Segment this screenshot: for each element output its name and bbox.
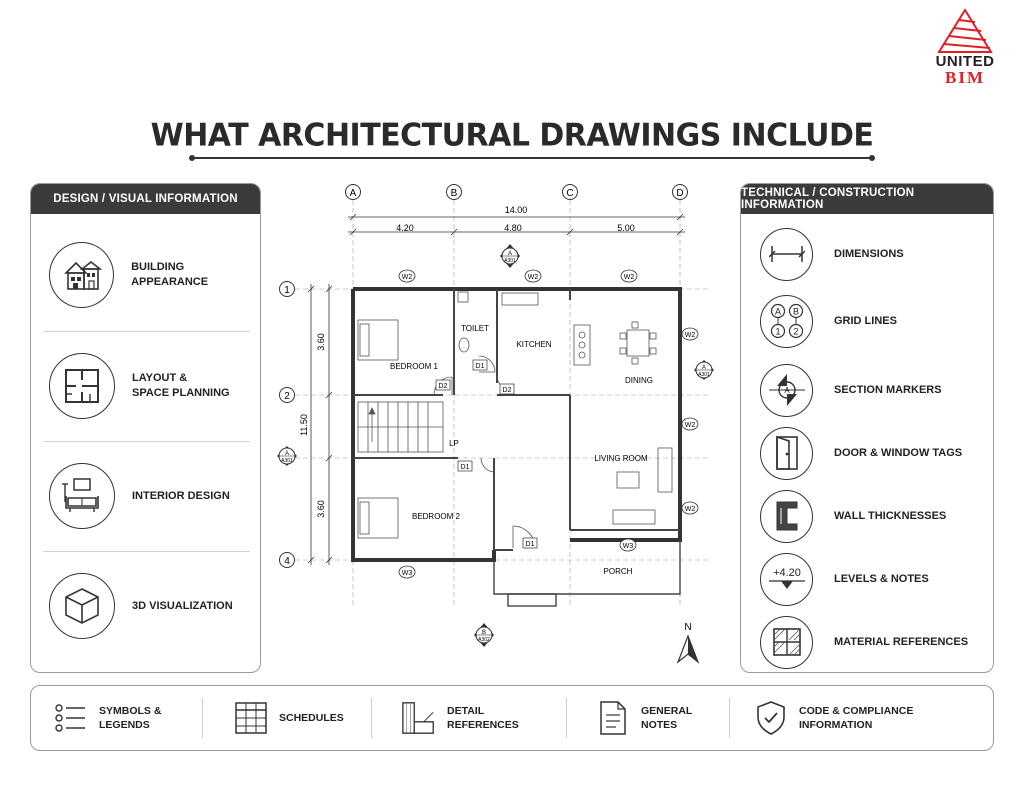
level-icon [760, 553, 813, 606]
logo-text-bim: BIM [945, 68, 985, 87]
room-label-living-room: LIVING ROOM [594, 454, 648, 463]
symbols-legends-label: SYMBOLS & LEGENDS [99, 705, 162, 731]
house-icon [49, 242, 114, 308]
window-tag: W2 [527, 274, 539, 281]
grid-bubble-b: B [792, 306, 799, 317]
sofa-icon [49, 463, 115, 529]
north-arrow-icon [678, 622, 698, 662]
code-compliance-item [753, 686, 913, 750]
separator [729, 698, 730, 738]
window-tag: W3 [401, 570, 413, 577]
section-marker-letter: A [783, 386, 790, 395]
section-marker-bottom [474, 623, 494, 647]
section-sheet: A302 [478, 637, 490, 643]
levels-notes-label: LEVELS & NOTES [834, 573, 929, 585]
wall-thicknesses-item [741, 485, 994, 547]
room-label-porch: PORCH [603, 567, 633, 576]
bay-depth-bottom: 3.60 [316, 500, 326, 518]
3d-visualization-label: 3D VISUALIZATION [132, 599, 233, 612]
building-appearance-item [31, 220, 261, 330]
building-appearance-label: BUILDING APPEARANCE [131, 261, 209, 288]
separator [202, 698, 203, 738]
porch-outline [494, 540, 680, 606]
section-letter: A [284, 451, 290, 457]
detail-references-item [401, 686, 519, 750]
section-markers-item [741, 359, 994, 421]
grid-label-d: D [676, 188, 684, 199]
material-references-label: MATERIAL REFERENCES [834, 636, 969, 648]
furniture [358, 292, 672, 538]
separator [371, 698, 372, 738]
grid-label-4: 4 [284, 556, 290, 567]
window-tag: W2 [684, 332, 696, 339]
section-letter: A [701, 365, 707, 371]
grid-lines-item [741, 290, 994, 352]
floor-plan-icon [49, 353, 115, 419]
section-marker-top [500, 244, 520, 268]
section-marker-icon [760, 364, 813, 417]
section-letter: B [481, 630, 487, 636]
schedules-item [233, 686, 344, 750]
code-compliance-label: CODE & COMPLIANCE INFORMATION [799, 705, 914, 731]
floor-plan-drawing [268, 180, 728, 670]
schedules-label: SCHEDULES [279, 712, 344, 724]
stair [358, 402, 443, 452]
dimension-icon [760, 228, 813, 281]
section-sheet: A301 [281, 458, 293, 464]
grid-bubbles-icon [760, 295, 813, 348]
room-label-dining: DINING [625, 376, 653, 385]
section-marker-right [694, 360, 714, 380]
symbols-legends-item [53, 686, 161, 750]
levels-notes-item [741, 548, 994, 610]
shield-check-icon [753, 700, 789, 736]
grid-bubble-2: 2 [792, 326, 799, 337]
table-icon [233, 700, 269, 736]
landing-label: LP [449, 439, 459, 448]
technical-construction-panel [740, 183, 994, 673]
wall-thicknesses-label: WALL THICKNESSES [834, 510, 947, 522]
layout-space-planning-item [31, 331, 261, 441]
material-references-item [741, 611, 994, 673]
grid-bubble-1: 1 [774, 326, 781, 337]
grid-lines-label: GRID LINES [834, 315, 897, 327]
grid-bubble-a: A [774, 306, 781, 317]
north-label: N [684, 622, 692, 633]
bay-depth-top: 3.60 [316, 333, 326, 351]
door-tag: D2 [502, 387, 512, 394]
section-sheet: A301 [698, 372, 710, 378]
section-letter: A [507, 251, 513, 257]
separator [566, 698, 567, 738]
united-bim-logo [920, 8, 1010, 98]
window-tag: W2 [623, 274, 635, 281]
window-tag: W3 [622, 543, 634, 550]
technical-construction-heading: TECHNICAL / CONSTRUCTION INFORMATION [741, 184, 993, 214]
interior-walls [353, 289, 680, 550]
room-label-bedroom-2: BEDROOM 2 [411, 512, 461, 521]
window-tag: W2 [401, 274, 413, 281]
bay-width-ab: 4.20 [396, 223, 414, 233]
door-tag: D1 [525, 541, 535, 548]
room-label-toilet: TOILET [461, 324, 489, 333]
grid-label-b: B [450, 188, 458, 199]
grid-label-1: 1 [284, 285, 290, 296]
room-label-kitchen: KITCHEN [516, 340, 552, 349]
page-title: WHAT ARCHITECTURAL DRAWINGS INCLUDE [150, 117, 874, 154]
room-label-bedroom-1: BEDROOM 1 [389, 362, 439, 371]
material-hatch-icon [760, 616, 813, 669]
grid-label-a: A [349, 188, 357, 199]
grid-column-bubbles [346, 185, 688, 200]
door-window-tags-label: DOOR & WINDOW TAGS [834, 447, 963, 459]
bay-width-bc: 4.80 [504, 223, 522, 233]
grid-label-2: 2 [284, 391, 290, 402]
section-sheet: A301 [504, 258, 516, 264]
section-marker-left [277, 446, 297, 466]
design-visual-panel [30, 183, 261, 673]
door-tag: D1 [460, 464, 470, 471]
grid-row-bubbles [280, 282, 295, 568]
window-tags [399, 270, 698, 578]
left-dimension-lines [308, 284, 332, 565]
general-notes-item [595, 686, 692, 750]
interior-design-item [31, 441, 261, 551]
level-value: +4.20 [772, 567, 801, 579]
overall-width-dimension: 14.00 [504, 205, 528, 215]
interior-design-label: INTERIOR DESIGN [132, 489, 230, 502]
document-icon [595, 700, 631, 736]
detail-references-label: DETAIL REFERENCES [447, 705, 519, 731]
legend-list-icon [53, 700, 89, 736]
dimensions-item [741, 223, 994, 285]
title-underline [192, 157, 872, 159]
section-markers-label: SECTION MARKERS [834, 384, 942, 396]
logo-triangle-icon [937, 8, 993, 54]
bay-width-cd: 5.00 [617, 223, 635, 233]
3d-visualization-item [31, 551, 261, 661]
bottom-info-bar [30, 685, 994, 751]
door-icon [760, 427, 813, 480]
grid-label-c: C [566, 188, 574, 199]
logo-text-united: UNITED [935, 53, 995, 70]
door-tag: D1 [475, 363, 485, 370]
window-tag: W2 [684, 506, 696, 513]
window-tag: W2 [684, 422, 696, 429]
overall-depth-dimension: 11.50 [299, 414, 309, 436]
design-visual-heading: DESIGN / VISUAL INFORMATION [31, 184, 260, 214]
dimensions-label: DIMENSIONS [834, 248, 904, 260]
cube-icon [49, 573, 115, 639]
wall-section-icon [760, 490, 813, 543]
general-notes-label: GENERAL NOTES [641, 705, 693, 731]
detail-icon [401, 700, 437, 736]
door-tag: D2 [438, 383, 448, 390]
layout-space-planning-label: LAYOUT & SPACE PLANNING [132, 372, 230, 399]
door-window-tags-item [741, 422, 994, 484]
